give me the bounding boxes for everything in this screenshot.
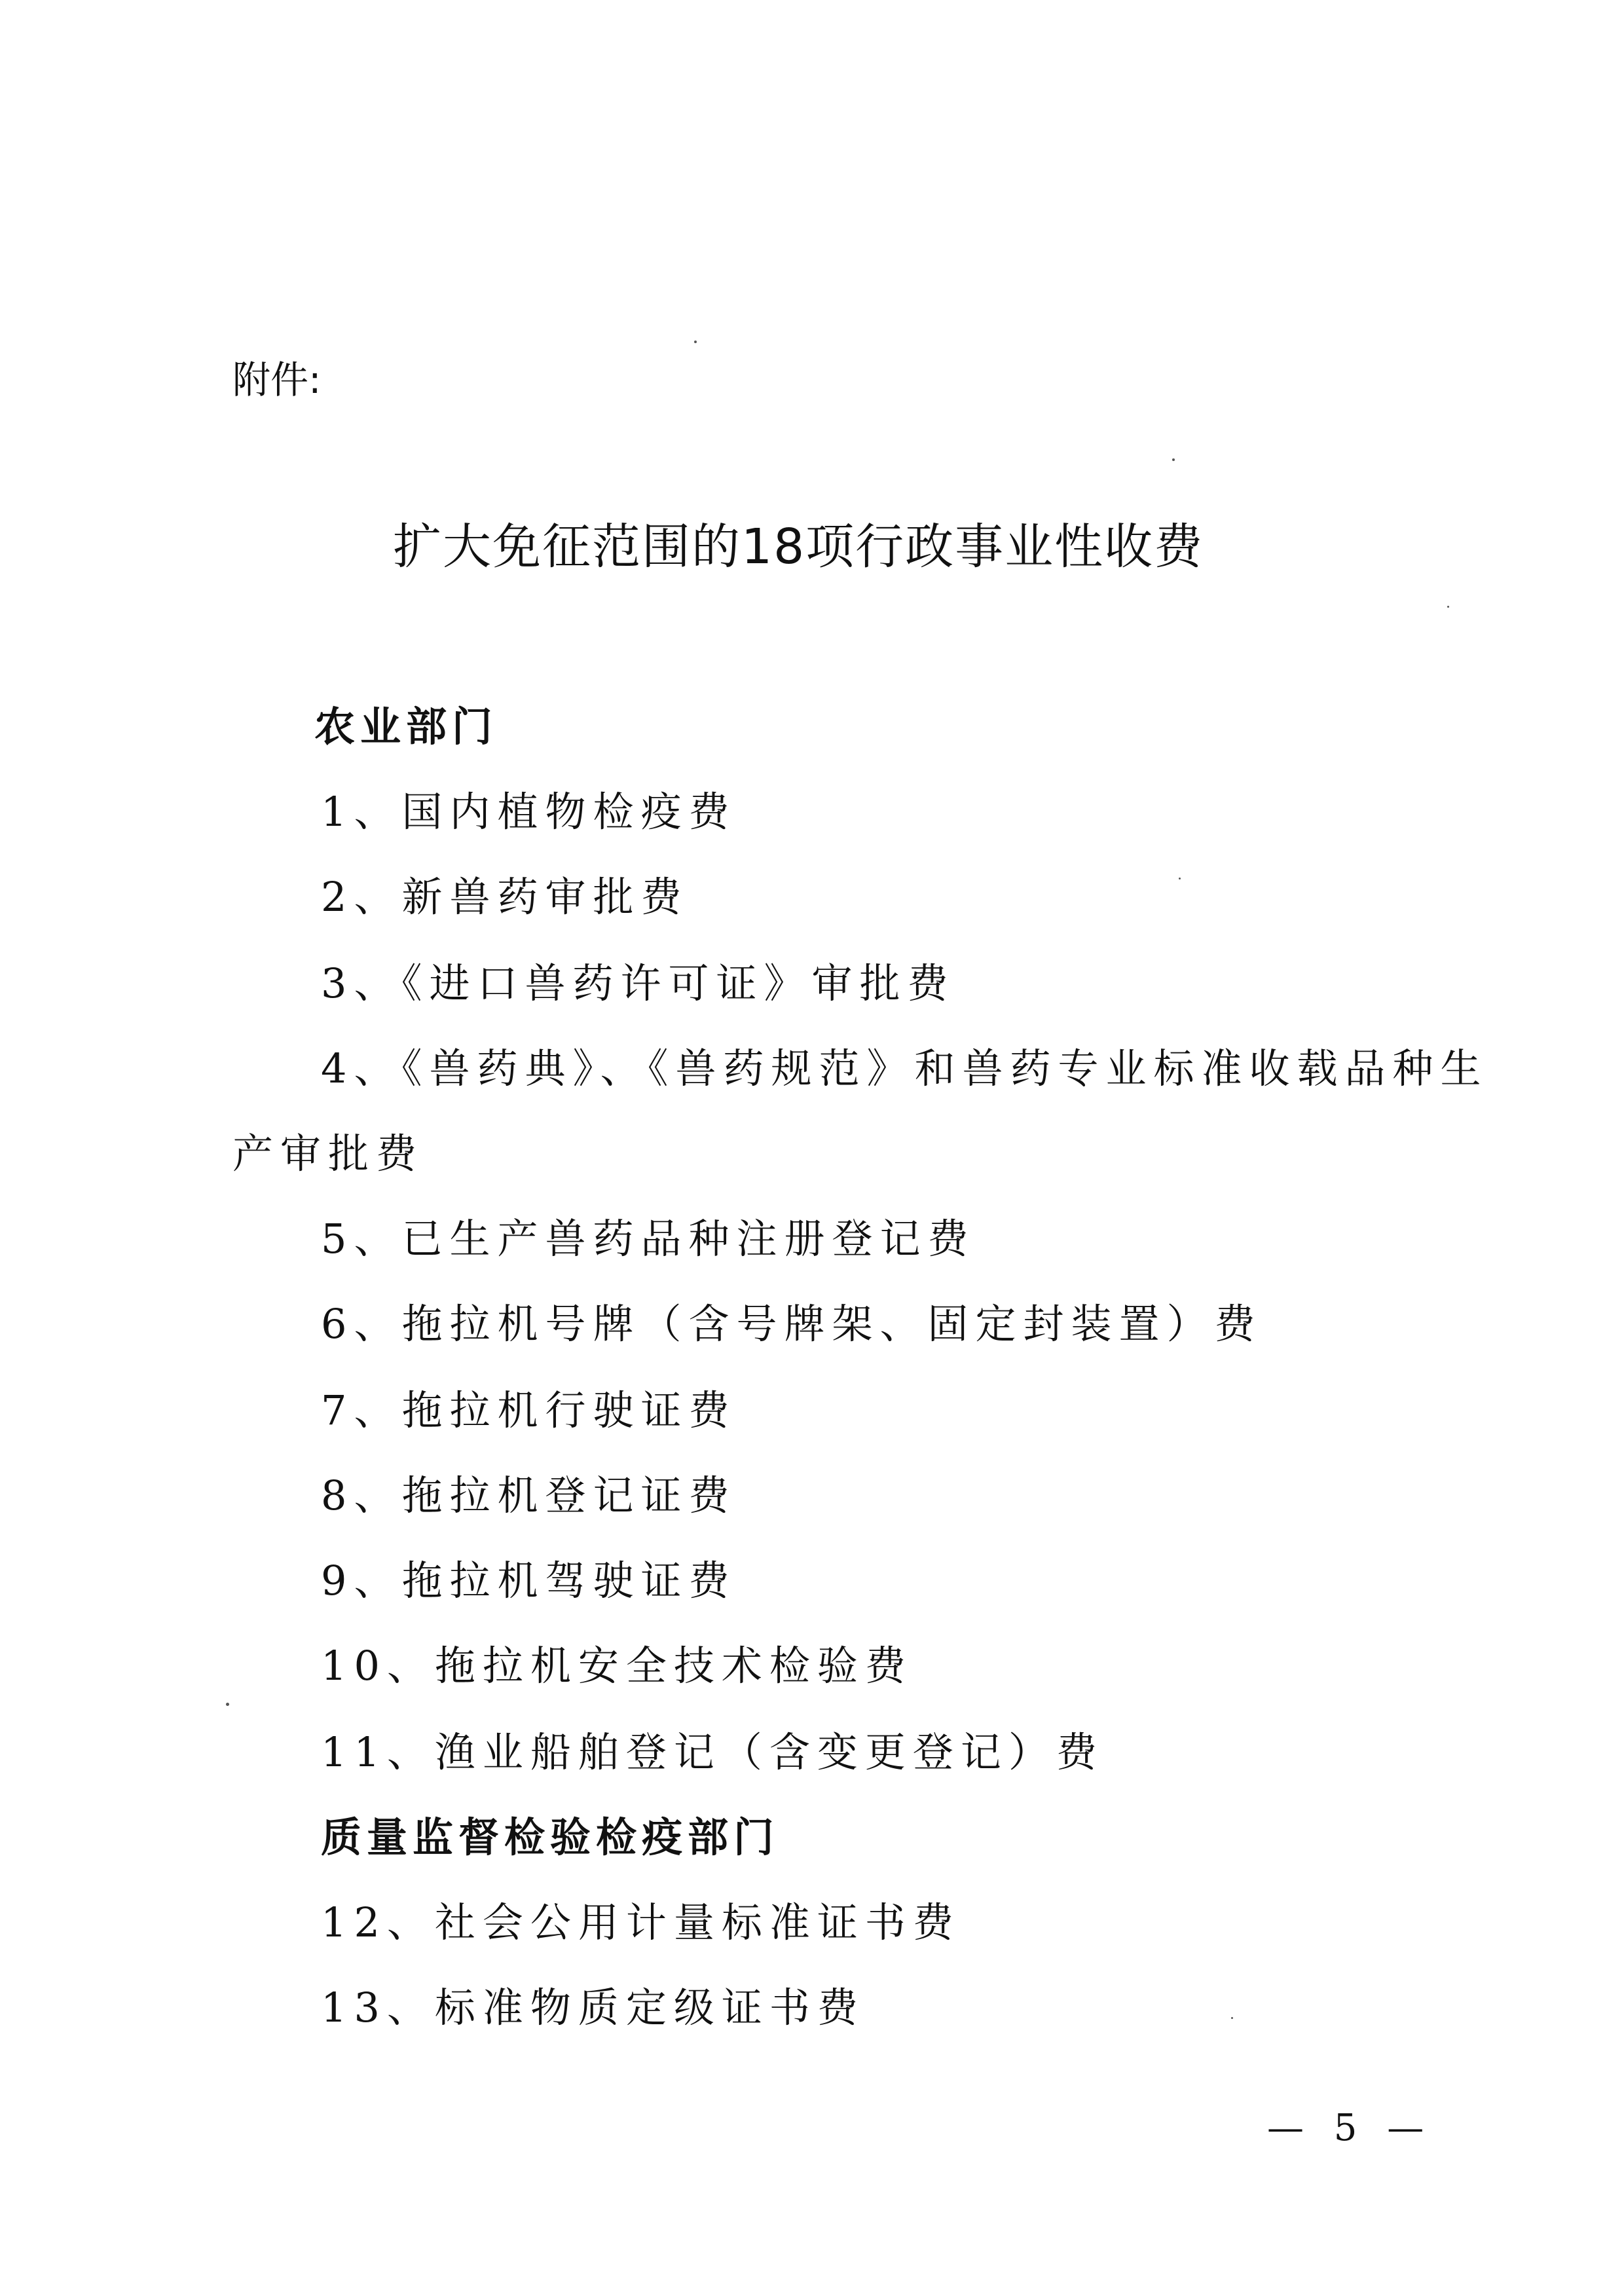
list-item-continuation: 产审批费 xyxy=(232,1130,424,1177)
list-item: 8、拖拉机登记证费 xyxy=(321,1472,737,1519)
list-item: 9、拖拉机驾驶证费 xyxy=(321,1557,737,1604)
list-item: 3、《进口兽药许可证》审批费 xyxy=(321,959,955,1007)
list-item: 2、新兽药审批费 xyxy=(321,873,689,921)
document-title: 扩大免征范围的18项行政事业性收费 xyxy=(393,519,1204,575)
page-number: — 5 — xyxy=(1267,2107,1433,2149)
list-item: 12、社会公用计量标准证书费 xyxy=(321,1898,961,1946)
list-item: 10、拖拉机安全技术检验费 xyxy=(321,1642,913,1690)
list-item: 7、拖拉机行驶证费 xyxy=(321,1386,737,1434)
scan-speck xyxy=(226,1703,229,1706)
list-item: 1、国内植物检疫费 xyxy=(321,788,737,836)
list-item: 11、渔业船舶登记（含变更登记）费 xyxy=(321,1728,1104,1776)
section-heading-agriculture: 农业部门 xyxy=(314,703,498,750)
scan-speck xyxy=(1179,878,1181,880)
list-item: 13、标准物质定级证书费 xyxy=(321,1984,865,2031)
attachment-label: 附件: xyxy=(232,358,322,402)
scan-speck xyxy=(1447,606,1449,608)
scan-speck xyxy=(694,341,697,343)
list-item: 4、《兽药典》、《兽药规范》和兽药专业标准收载品种生 xyxy=(321,1045,1488,1092)
scan-speck xyxy=(1231,2017,1233,2019)
scan-speck xyxy=(1172,458,1175,461)
list-item: 5、已生产兽药品种注册登记费 xyxy=(321,1215,976,1263)
list-item: 6、拖拉机号牌（含号牌架、固定封装置）费 xyxy=(321,1300,1263,1348)
section-heading-quality-inspection: 质量监督检验检疫部门 xyxy=(321,1813,780,1861)
